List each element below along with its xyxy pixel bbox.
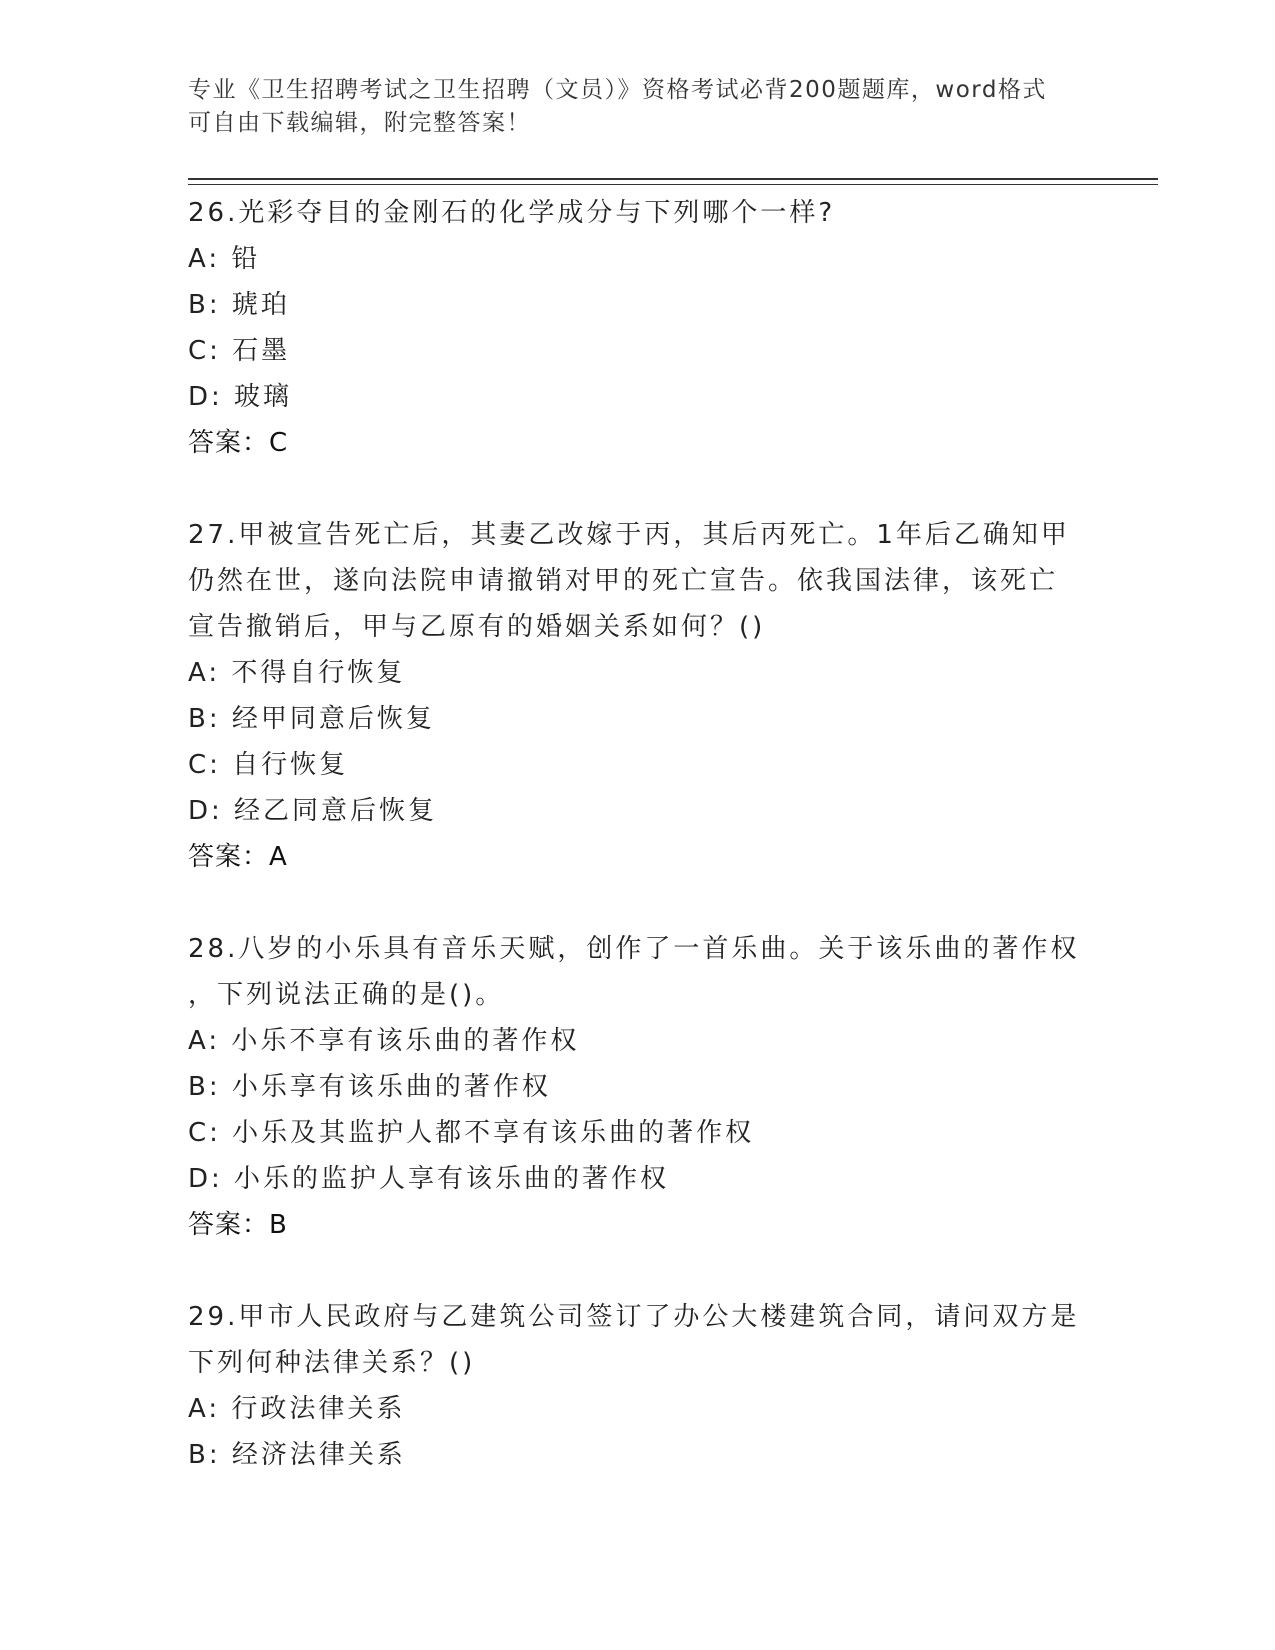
option-b: B: 经济法律关系: [188, 1440, 406, 1470]
question-27: [188, 512, 1088, 880]
option-b: B: 经甲同意后恢复: [188, 704, 435, 734]
question-29: [188, 1294, 1088, 1478]
option-c: C: 小乐及其监护人都不享有该乐曲的著作权: [188, 1118, 755, 1148]
option-c: C: 自行恢复: [188, 750, 349, 780]
option-b: B: 小乐享有该乐曲的著作权: [188, 1072, 551, 1102]
header-divider-thin: [188, 184, 1158, 185]
question-stem: 26.光彩夺目的金刚石的化学成分与下列哪个一样?: [188, 198, 836, 228]
answer-line: 答案：C: [188, 428, 289, 458]
question-28: [188, 926, 1088, 1248]
option-a: A: 不得自行恢复: [188, 658, 406, 688]
option-c: C: 石墨: [188, 336, 291, 366]
header-divider-thick: [188, 178, 1158, 180]
document-header: [188, 74, 1088, 140]
header-line-1: 专业《卫生招聘考试之卫生招聘（文员）》资格考试必背200题题库，word格式: [188, 77, 1047, 103]
option-a: A: 铅: [188, 244, 261, 274]
question-stem: 28.八岁的小乐具有音乐天赋，创作了一首乐曲。关于该乐曲的著作权 ，下列说法正确的是()。: [188, 934, 1080, 1010]
option-a: A: 行政法律关系: [188, 1394, 406, 1424]
option-d: D: 经乙同意后恢复: [188, 796, 438, 826]
option-b: B: 琥珀: [188, 290, 290, 320]
answer-line: 答案：B: [188, 1210, 288, 1240]
option-d: D: 小乐的监护人享有该乐曲的著作权: [188, 1164, 670, 1194]
question-list: [188, 190, 1088, 1524]
answer-line: 答案：A: [188, 842, 288, 872]
question-stem: 29.甲市人民政府与乙建筑公司签订了办公大楼建筑合同，请问双方是 下列何种法律关系？(): [188, 1302, 1080, 1378]
option-a: A: 小乐不享有该乐曲的著作权: [188, 1026, 580, 1056]
option-d: D: 玻璃: [188, 382, 293, 412]
question-stem: 27.甲被宣告死亡后，其妻乙改嫁于丙，其后丙死亡。1年后乙确知甲 仍然在世，遂向法院申请撤销对甲的死亡宣告。依我国法律，该死亡 宣告撤销后，甲与乙原有的婚姻关系如何？(): [188, 520, 1070, 642]
header-line-2: 可自由下载编辑，附完整答案！: [188, 110, 531, 136]
question-26: [188, 190, 1088, 466]
